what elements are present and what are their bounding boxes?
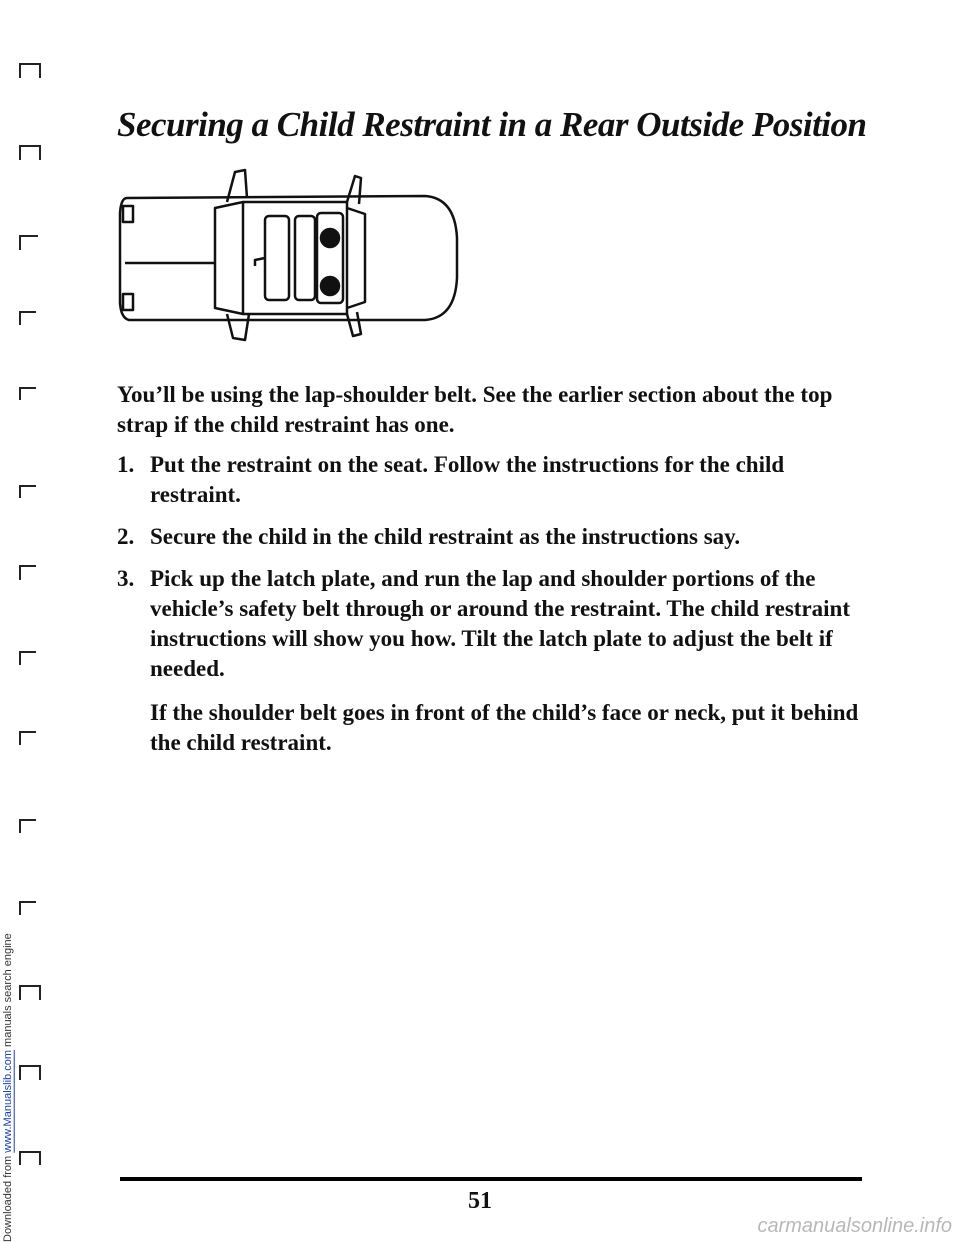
steps-list	[117, 450, 877, 758]
step-text: Put the restraint on the seat. Follow the instructions for the child restraint.	[150, 452, 785, 507]
step-3-note: If the shoulder belt goes in front of the child’s face or neck, put it behind the child restraint.	[150, 700, 859, 755]
instructions-body	[117, 380, 877, 770]
margin-tab-marks	[18, 0, 48, 1200]
footer-watermark: carmanualsonline.info	[757, 1215, 952, 1237]
page-number: 51	[468, 1188, 492, 1214]
step-item-3	[117, 564, 877, 758]
intro-paragraph: You’ll be using the lap-shoulder belt. See the earlier section about the top strap if the child restraint has one.	[117, 382, 833, 437]
step-item-2	[117, 522, 877, 552]
step-number: 2.	[117, 524, 135, 549]
step-text: Secure the child in the child restraint as the instructions say.	[150, 524, 741, 549]
manualslib-link[interactable]: www.Manualslib.com	[2, 1050, 14, 1153]
side-watermark	[2, 0, 16, 1242]
step-text: Pick up the latch plate, and run the lap and shoulder portions of the vehicle’s safety belt through or around the restraint. The child restraint instructions will show you how. Tilt the latch plate to adjust the belt if needed.	[150, 566, 850, 681]
watermark-suffix: manuals search engine	[2, 933, 14, 1051]
step-number: 1.	[117, 452, 135, 477]
step-number: 3.	[117, 566, 135, 591]
watermark-prefix: Downloaded from	[2, 1152, 14, 1242]
page-title: Securing a Child Restraint in a Rear Outside Position	[117, 105, 867, 144]
step-item-1	[117, 450, 877, 510]
footer-rule	[120, 1177, 862, 1181]
car-top-view-diagram	[115, 168, 460, 343]
